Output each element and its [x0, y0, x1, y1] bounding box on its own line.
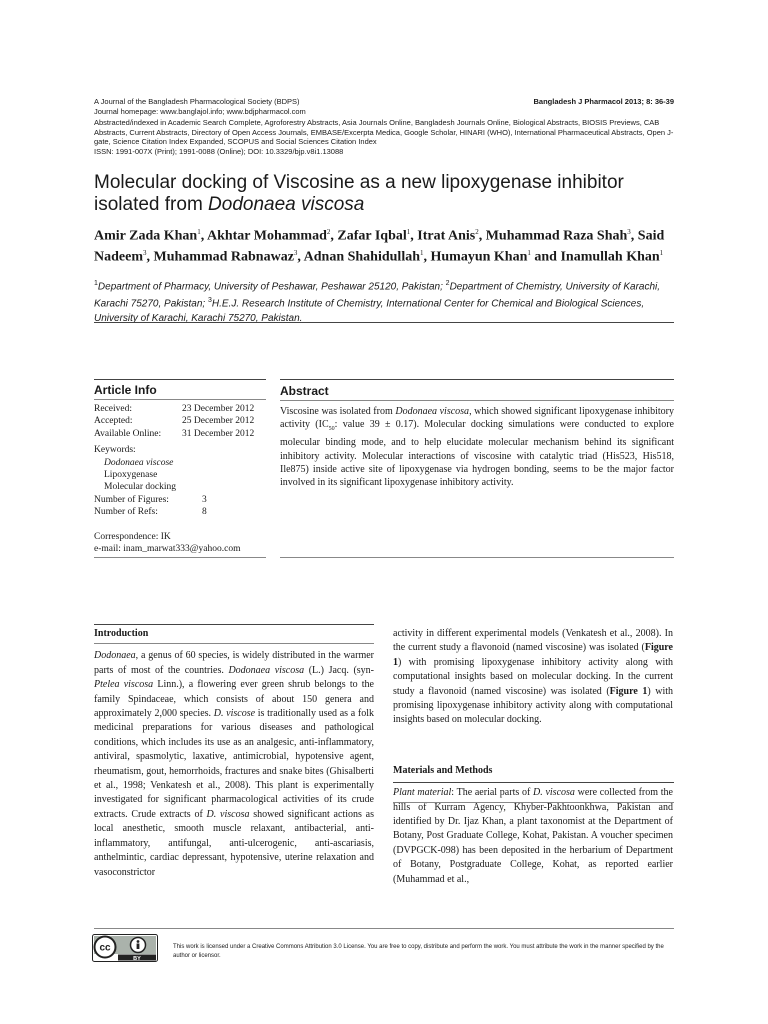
right-column	[393, 627, 673, 887]
creative-commons-badge[interactable]	[92, 934, 158, 962]
introduction-column	[94, 627, 374, 880]
correspondence-email[interactable]: e-mail: inam_marwat333@yahoo.com	[94, 544, 241, 555]
correspondence	[94, 531, 240, 556]
keyword-item: Lipoxygenase	[104, 470, 158, 481]
title-divider	[94, 322, 674, 323]
author-name: Muhammad Raza Shah	[485, 228, 628, 244]
intro-heading-rule	[94, 643, 374, 644]
intro-top-rule	[94, 624, 374, 625]
author-affiliation-number: 1	[659, 249, 664, 258]
article-info-bottom-rule	[94, 557, 266, 558]
introduction-paragraph	[94, 649, 374, 880]
author-name: Zafar Iqbal	[337, 228, 407, 244]
footer-rule	[94, 928, 674, 929]
abstract-species: Dodonaea viscosa	[395, 406, 470, 417]
intro-continued-paragraph	[393, 627, 673, 728]
plant-text: were collected from the hills of Kurram Agency, Khyber-Pakhtoonkhwa, Pakistan and identified by Dr. Ijaz Khan, a plant taxonomist at the Department of Botany, Post Graduate College, Kohat, Pakistan. A voucher specimen (DVPGCK-098) has been deposited in the herbarium of Department of Botany, Postgraduate College, Kohat, as reported earlier (Muhammad et al.,	[393, 787, 673, 885]
author-separator: ,	[410, 228, 418, 244]
plant-material-label: Plant material	[393, 787, 452, 799]
plant-text: : The aerial parts of	[451, 787, 534, 799]
info-value: 25 December 2012	[182, 416, 255, 427]
keyword-item: Dodonaea viscose	[104, 457, 174, 468]
intro-cont-text: activity in different experimental models (Venkatesh et al., 2008). In the current study a flavonoid (named viscosine) was isolated (	[393, 628, 673, 654]
svg-text:cc: cc	[99, 942, 111, 954]
abstract-rule	[280, 379, 674, 380]
methods-heading: Materials and Methods	[393, 764, 493, 776]
affiliation-number: 3	[207, 297, 212, 305]
figure-reference[interactable]: Figure 1	[609, 685, 648, 697]
info-row-received	[94, 403, 274, 415]
article-info-rule	[94, 379, 266, 380]
info-key: Accepted:	[94, 416, 133, 427]
article-info-table	[94, 403, 274, 519]
author-name: Said Nadeem	[94, 228, 665, 265]
journal-indexing	[94, 118, 684, 156]
info-value: 8	[202, 507, 207, 518]
author-affiliation-number: 3	[293, 249, 298, 258]
author-name: Amir Zada Khan	[94, 228, 198, 244]
intro-text: Linn.), a flowering ever green shrub belongs to the family Spindaceae, which consists of about 150 genera and approximately 2,000 species.	[94, 679, 374, 720]
author-name: Akhtar Mohammad	[206, 228, 327, 244]
author-name: Adnan Shahidullah	[303, 249, 420, 265]
correspondence-label: Correspondence: IK	[94, 532, 171, 542]
abstract-text	[280, 405, 674, 489]
affiliations	[94, 277, 684, 326]
journal-homepage: Journal homepage: www.banglajol.info; www.bdjpharmacol.com	[94, 107, 306, 116]
author-separator: ,	[630, 228, 638, 244]
affiliation-text: H.E.J. Research Institute of Chemistry, International Center for Chemical and Biological Sciences, University of Karachi, Karachi 75270, Pakistan.	[94, 298, 645, 324]
abstract-bottom-rule	[280, 557, 674, 558]
author-affiliation-number: 2	[326, 228, 331, 236]
author-name: Humayun Khan	[430, 249, 528, 265]
info-key: Number of Refs:	[94, 507, 158, 518]
intro-italic: Dodonaea viscosa	[228, 664, 305, 676]
intro-italic: D. viscose	[213, 708, 256, 720]
affiliation-text: Department of Pharmacy, University of Peshawar, Peshawar 25120, Pakistan;	[97, 281, 446, 293]
abstract-subrule	[280, 400, 674, 401]
figure-reference[interactable]: Figure 1	[393, 642, 673, 668]
author-affiliation-number: 1	[197, 228, 201, 236]
author-name: Muhammad Rabnawaz	[153, 249, 294, 265]
author-affiliation-number: 3	[627, 228, 631, 236]
title-species: Dodonaea viscosa	[208, 194, 365, 215]
author-separator: ,	[200, 228, 207, 244]
info-key: Received:	[94, 404, 132, 414]
affiliation-number: 1	[94, 280, 98, 287]
journal-citation: Bangladesh J Pharmacol 2013; 8: 36-39	[533, 97, 674, 106]
author-separator: and	[530, 249, 561, 265]
title-text: Molecular docking of Viscosine as a new lipoxygenase inhibitor isolated from	[94, 172, 624, 215]
abstract-part: : value 39 ± 0.17). Molecular docking simulations were conducted to explore molecular binding mode, and to help elucidate molecular mechanism behind its significant inhibitory activity. Molecular interactions of viscosine with catalytic triad (His523, His518, Ile875) inside active site of lipoxygenase via hydrogen bonding, seems to be the major factor involved in its significant lipoxygenase inhibitory activity.	[280, 419, 674, 489]
info-value: 3	[202, 494, 207, 505]
author-separator: ,	[423, 249, 431, 265]
author-affiliation-number: 2	[475, 228, 479, 236]
author-affiliation-number: 3	[143, 249, 147, 258]
methods-heading-rule	[393, 802, 674, 803]
article-info-subrule	[94, 399, 266, 400]
article-info-heading: Article Info	[94, 383, 157, 397]
info-key: Number of Figures:	[94, 494, 169, 505]
cc-by-label: BY	[133, 955, 141, 962]
author-separator: ,	[146, 249, 154, 265]
author-name: Inamullah Khan	[560, 249, 660, 265]
methods-top-rule	[393, 782, 674, 783]
intro-italic: Ptelea viscosa	[94, 679, 154, 691]
abstract-heading: Abstract	[280, 384, 329, 398]
author-separator: ,	[297, 249, 304, 265]
intro-cont-text: ) with promising lipoxygenase inhibitory activity along with computational insights based on molecular docking. In the current study a flavonoid (named viscosine) was isolated (	[393, 656, 673, 697]
paper-title	[94, 172, 684, 216]
author-separator: ,	[330, 228, 338, 244]
info-row-refs	[94, 506, 274, 518]
author-separator: ,	[478, 228, 486, 244]
author-affiliation-number: 1	[420, 249, 424, 258]
indexing-text: Abstracted/indexed in Academic Search Complete, Agroforestry Abstracts, Asia Journals Online, Bangladesh Journals Online, Biological Abstracts, BIOSIS Previews, CAB Abstracts, Current Abstracts, Directory of Open Access Journals, EMBASE/Excerpta Medica, Google Scholar, HINARI (WHO), International Pharmaceutical Abstracts, Open J-gate, Science Citation Index Expanded, SCOPUS and Social Sciences Citation Index	[94, 118, 674, 146]
affiliation-number: 2	[445, 280, 450, 287]
author-affiliation-number: 1	[406, 228, 411, 236]
intro-cont-text: ) with promising lipoxygenase inhibitory activity along with computational insights based on molecular docking.	[393, 685, 673, 726]
info-row-available	[94, 428, 274, 440]
plant-species: D. viscosa	[533, 787, 575, 799]
info-row-figures	[94, 494, 274, 506]
affiliation-text: Department of Chemistry, University of Karachi, Karachi 75270, Pakistan;	[94, 281, 661, 310]
info-row-accepted	[94, 415, 274, 427]
info-value: 31 December 2012	[182, 428, 255, 439]
keyword-item: Molecular docking	[104, 482, 177, 493]
license-text: This work is licensed under a Creative Commons Attribution 3.0 License. You are free to copy, distribute and perform the work. You must attribute the work in the manner specified by the author or licensor.	[173, 944, 664, 959]
intro-text: (L.) Jacq. (syn-	[304, 664, 374, 676]
issn-doi: ISSN: 1991-007X (Print); 1991-0088 (Online); DOI: 10.3329/bjp.v8i1.13088	[94, 146, 344, 156]
info-key: Available Online:	[94, 428, 162, 439]
introduction-heading: Introduction	[94, 628, 149, 639]
author-list	[94, 224, 684, 266]
journal-name: A Journal of the Bangladesh Pharmacological Society (BDPS)	[94, 97, 300, 106]
abstract-part: Viscosine was isolated from	[280, 406, 396, 417]
abstract-part: , which showed significant lipoxygenase inhibitory activity (IC	[280, 406, 674, 431]
abstract-subscript: 50	[328, 426, 335, 433]
keywords-label: Keywords:	[94, 445, 136, 456]
intro-text: showed significant actions as local anesthetic, smooth muscle relaxant, antibacterial, anti-inflammatory, antifungal, anti-ulcerogenic, anti-ascariasis, anthelmintic, cardiac depressant, hypotensive, uterine relaxation and vasoconstrictor	[94, 808, 374, 878]
intro-text: is traditionally used as a folk medicinal preparations for various diseases and pathological conditions, which includes its use as an analgesic, anti-inflammatory, antiviral, spasmolytic, laxative, antimicrobial, hypotensive agent, rheumatism, gout, hemorrhoids, fractures and snake bites (Ghisalberti et al., 1998; Venkatesh et al., 2008). This plant is experimentally investigated for significant pharmacological activities of its crude extracts. Crude extracts of	[94, 708, 374, 820]
intro-italic: Dodonaea	[94, 650, 136, 662]
info-value: 23 December 2012	[182, 404, 255, 414]
intro-text: , a genus of 60 species, is widely distributed in the warmer parts of most of the countries.	[94, 650, 374, 676]
author-name: Itrat Anis	[417, 228, 476, 244]
author-affiliation-number: 1	[527, 249, 531, 258]
intro-italic: D. viscosa	[206, 808, 250, 820]
